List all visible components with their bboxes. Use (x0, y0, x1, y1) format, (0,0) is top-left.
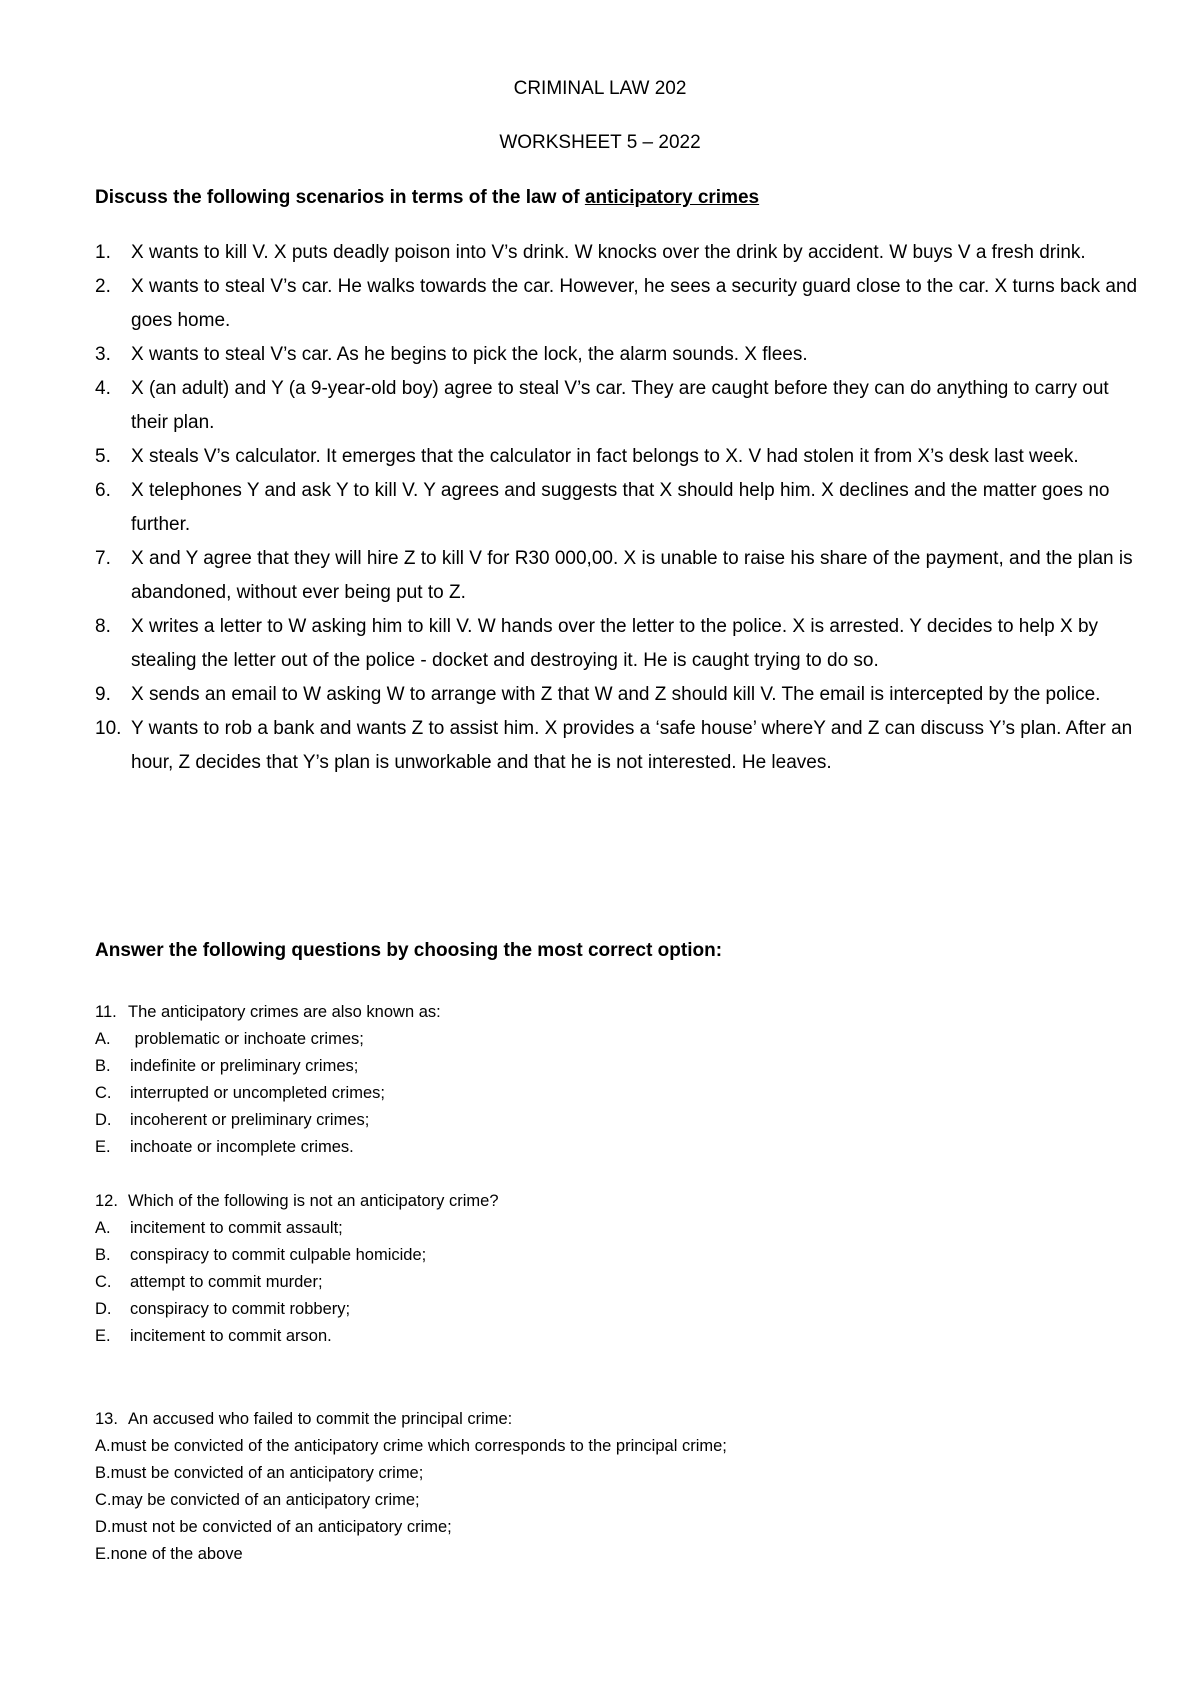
option-b (95, 1460, 1145, 1487)
option-letter: B. (95, 1464, 111, 1482)
course-title: CRIMINAL LAW 202 (513, 78, 687, 99)
worksheet-title: WORKSHEET 5 – 2022 (499, 132, 701, 153)
scenario-number: 4. (95, 378, 111, 399)
scenario-text: Y wants to rob a bank and wants Z to assist him. X provides a ‘safe house’ whereY and Z can discuss Y’s plan. After an hour, Z decides that Y’s plan is unworkable and that he is not interested. He leaves. (131, 718, 1133, 773)
option-letter: E. (95, 1138, 111, 1156)
mcq-heading: Answer the following questions by choosing the most correct option: (95, 940, 723, 961)
option-letter: B. (95, 1246, 111, 1264)
scenario-item (95, 610, 1145, 678)
question-number: 11. (95, 1003, 117, 1021)
question-number: 13. (95, 1410, 118, 1428)
option-c (95, 1487, 1145, 1514)
option-b (95, 1242, 1145, 1269)
scenario-item (95, 372, 1145, 440)
option-d (95, 1514, 1145, 1541)
scenario-number: 5. (95, 446, 111, 467)
option-letter: C. (95, 1491, 112, 1509)
scenario-number: 8. (95, 616, 111, 637)
scenario-item (95, 440, 1145, 474)
option-c (95, 1269, 1145, 1296)
option-letter: E. (95, 1545, 111, 1563)
option-letter: C. (95, 1273, 112, 1291)
scenario-item (95, 712, 1145, 780)
option-letter: A. (95, 1030, 111, 1048)
option-d (95, 1107, 1145, 1134)
option-text: inchoate or incomplete crimes. (130, 1138, 354, 1156)
scenario-item (95, 270, 1145, 338)
option-b (95, 1053, 1145, 1080)
scenario-item (95, 338, 1145, 372)
scenario-item (95, 474, 1145, 542)
scenarios-heading (95, 187, 759, 209)
option-text: may be convicted of an anticipatory crime; (111, 1491, 420, 1509)
option-letter: A. (95, 1219, 111, 1237)
scenario-text: X wants to steal V’s car. He walks towards the car. However, he sees a security guard close to the car. X turns back and goes home. (131, 276, 1138, 331)
option-text: conspiracy to commit robbery; (130, 1300, 351, 1318)
scenario-text: X steals V’s calculator. It emerges that the calculator in fact belongs to X. V had stolen it from X’s desk last week. (131, 446, 1079, 467)
option-text: incitement to commit arson. (130, 1327, 332, 1345)
question-text: Which of the following is not an anticipatory crime? (128, 1192, 499, 1210)
question-stem (95, 1406, 1145, 1433)
option-a (95, 1026, 1145, 1053)
option-letter: D. (95, 1518, 112, 1536)
question-13 (95, 1406, 1145, 1568)
scenario-text: X wants to kill V. X puts deadly poison into V’s drink. W knocks over the drink by accident. W buys V a fresh drink. (131, 242, 1086, 263)
option-text: incitement to commit assault; (130, 1219, 343, 1237)
option-a (95, 1433, 1145, 1460)
question-12 (95, 1188, 1145, 1350)
scenario-item (95, 542, 1145, 610)
scenario-number: 2. (95, 276, 111, 297)
option-text: interrupted or uncompleted crimes; (130, 1084, 385, 1102)
option-letter: A. (95, 1437, 111, 1455)
option-e (95, 1541, 1145, 1568)
scenario-number: 9. (95, 684, 111, 705)
question-number: 12. (95, 1192, 118, 1210)
question-stem (95, 1188, 1145, 1215)
scenario-text: X sends an email to W asking W to arrange with Z that W and Z should kill V. The email is intercepted by the police. (131, 684, 1101, 705)
scenario-item (95, 678, 1145, 712)
option-text: problematic or inchoate crimes; (130, 1030, 364, 1048)
scenario-list (95, 236, 1145, 780)
option-text: conspiracy to commit culpable homicide; (130, 1246, 427, 1264)
option-text: indefinite or preliminary crimes; (130, 1057, 359, 1075)
scenario-text: X wants to steal V’s car. As he begins to pick the lock, the alarm sounds. X flees. (131, 344, 808, 365)
scenario-text: X telephones Y and ask Y to kill V. Y agrees and suggests that X should help him. X declines and the matter goes no further. (131, 480, 1110, 535)
option-text: must be convicted of an anticipatory crime; (110, 1464, 424, 1482)
option-letter: D. (95, 1111, 112, 1129)
option-text: must not be convicted of an anticipatory crime; (111, 1518, 452, 1536)
option-letter: D. (95, 1300, 112, 1318)
question-text: The anticipatory crimes are also known as: (128, 1003, 441, 1021)
scenario-text: X writes a letter to W asking him to kill V. W hands over the letter to the police. X is arrested. Y decides to help X by stealing the letter out of the police - docket and destroying it. He is caught trying to do so. (131, 616, 1099, 671)
scenario-number: 7. (95, 548, 111, 569)
scenario-number: 10. (95, 718, 122, 739)
question-11 (95, 999, 1145, 1161)
option-letter: E. (95, 1327, 111, 1345)
option-d (95, 1296, 1145, 1323)
option-letter: B. (95, 1057, 111, 1075)
option-a (95, 1215, 1145, 1242)
option-text: attempt to commit murder; (130, 1273, 323, 1291)
scenarios-heading-underlined: anticipatory crimes (584, 187, 760, 208)
scenarios-heading-prefix: Discuss the following scenarios in terms of the law of (95, 187, 585, 208)
option-text: incoherent or preliminary crimes; (130, 1111, 370, 1129)
option-c (95, 1080, 1145, 1107)
scenario-text: X and Y agree that they will hire Z to kill V for R30 000,00. X is unable to raise his share of the payment, and the plan is abandoned, without ever being put to Z. (131, 548, 1133, 603)
question-stem (95, 999, 1145, 1026)
option-text: none of the above (110, 1545, 243, 1563)
scenario-number: 6. (95, 480, 111, 501)
scenario-item (95, 236, 1145, 270)
scenario-number: 3. (95, 344, 111, 365)
scenario-text: X (an adult) and Y (a 9-year-old boy) agree to steal V’s car. They are caught before they can do anything to carry out their plan. (131, 378, 1109, 433)
option-e (95, 1134, 1145, 1161)
scenario-number: 1. (95, 242, 111, 263)
option-text: must be convicted of the anticipatory crime which corresponds to the principal crime; (110, 1437, 727, 1455)
question-text: An accused who failed to commit the principal crime: (128, 1410, 513, 1428)
option-e (95, 1323, 1145, 1350)
option-letter: C. (95, 1084, 112, 1102)
